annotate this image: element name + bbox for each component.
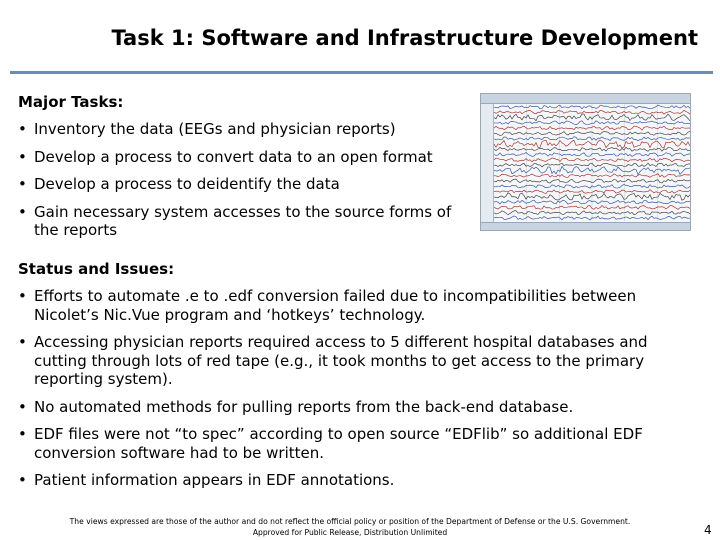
page-number: 4	[704, 523, 712, 537]
eeg-statusbar	[481, 222, 690, 230]
major-tasks-heading: Major Tasks:	[18, 93, 124, 111]
list-item: • Patient information appears in EDF annotations.	[18, 471, 693, 490]
disclaimer-footer	[30, 516, 670, 538]
list-item: • Gain necessary system accesses to the source forms of the reports	[18, 203, 468, 240]
list-item: • Develop a process to deidentify the data	[18, 175, 468, 194]
eeg-toolbar	[481, 94, 690, 104]
list-item: • Develop a process to convert data to an open format	[18, 148, 468, 167]
eeg-screenshot-image	[480, 93, 691, 231]
slide-title: Task 1: Software and Infrastructure Development	[111, 26, 698, 50]
eeg-channel-labels	[481, 104, 494, 222]
distribution-line: Approved for Public Release, Distribution Unlimited	[252, 528, 448, 537]
list-item: • Inventory the data (EEGs and physician reports)	[18, 120, 468, 139]
status-issues-list	[18, 287, 693, 499]
title-divider	[10, 71, 713, 74]
disclaimer-line: The views expressed are those of the author and do not reflect the official policy or position of the Department of Defense or the U.S. Government.	[69, 517, 631, 526]
status-issues-heading: Status and Issues:	[18, 260, 175, 278]
list-item: • No automated methods for pulling reports from the back-end database.	[18, 398, 693, 417]
eeg-traces	[494, 104, 690, 221]
major-tasks-list	[18, 120, 468, 249]
list-item: • EDF files were not “to spec” according to open source “EDFlib” so additional EDF conversion software had to be written.	[18, 425, 693, 462]
list-item: • Efforts to automate .e to .edf conversion failed due to incompatibilities between Nicolet’s Nic.Vue program and ‘hotkeys’ technology.	[18, 287, 693, 324]
list-item: • Accessing physician reports required access to 5 different hospital databases and cutting through lots of red tape (e.g., it took months to get access to the primary reporting system).	[18, 333, 693, 389]
